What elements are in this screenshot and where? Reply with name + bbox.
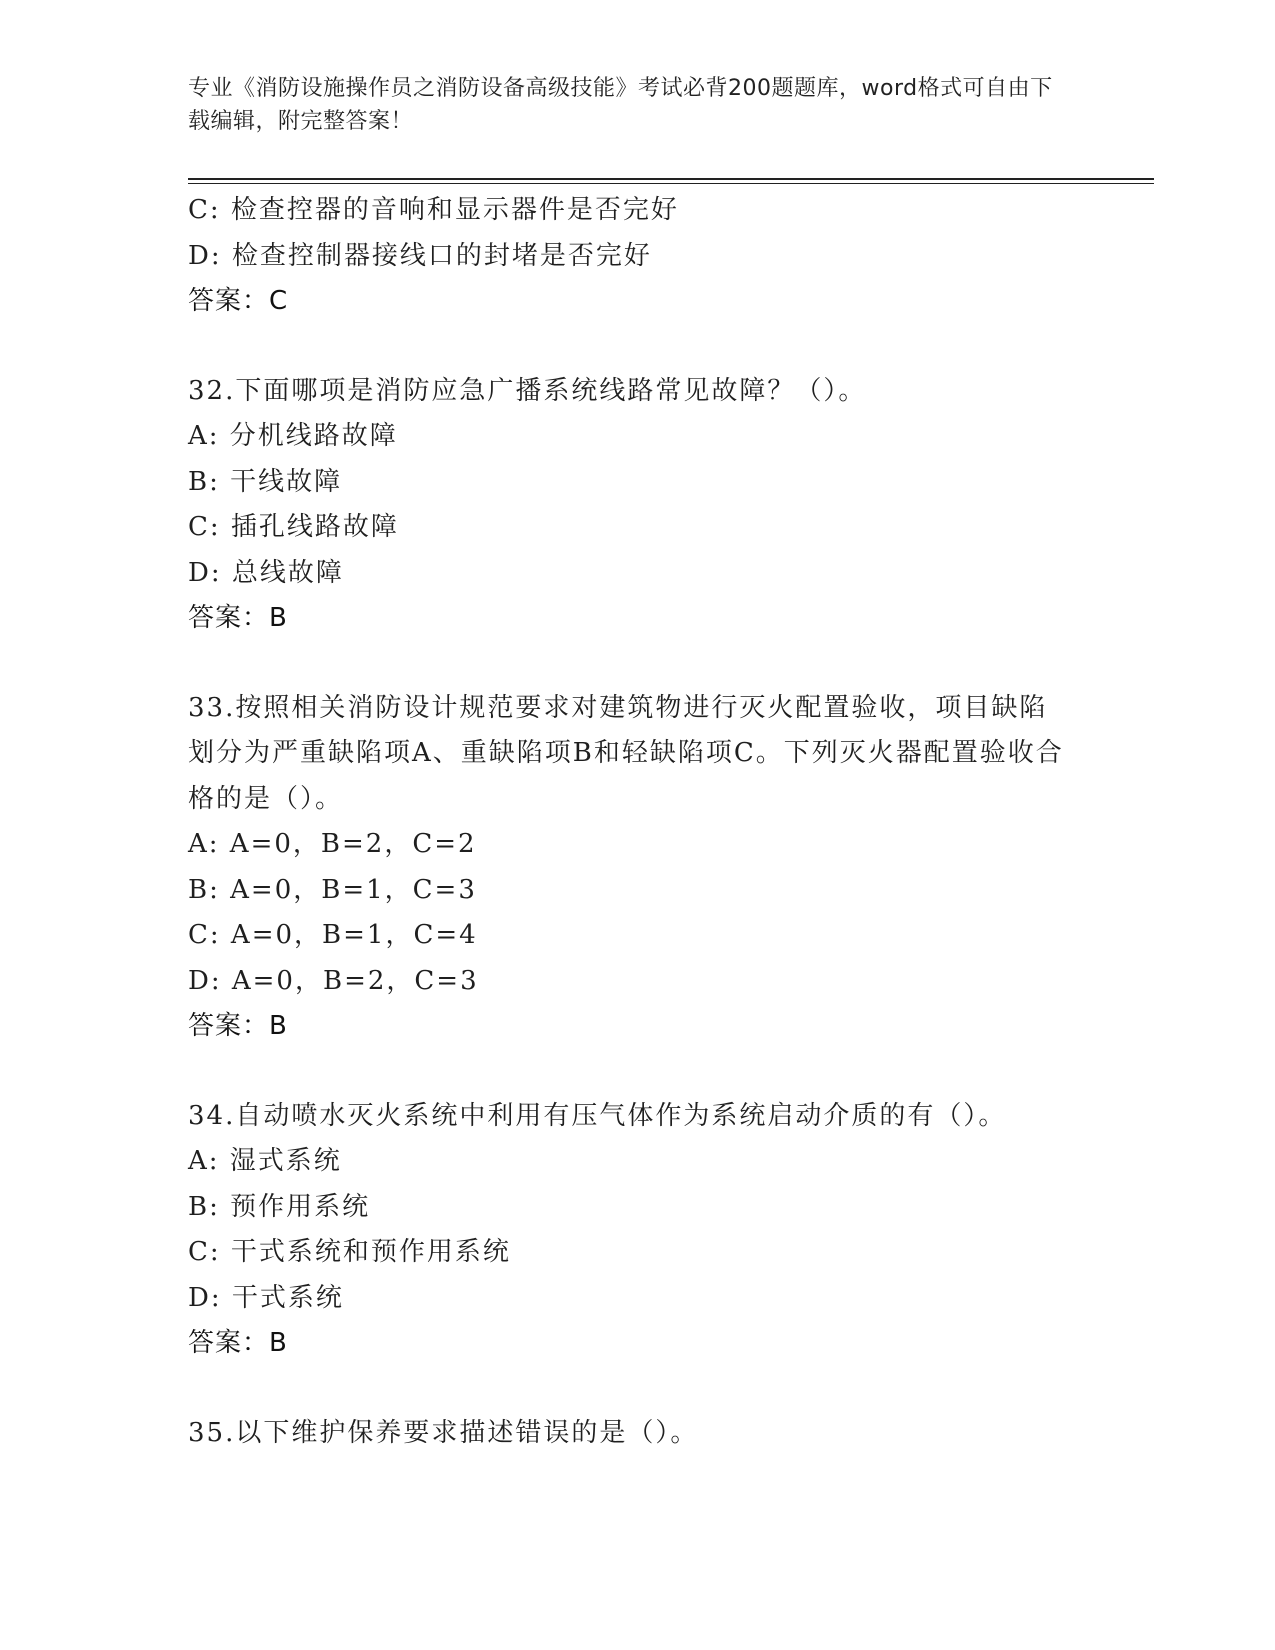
option-c: C: A=0，B=1，C=4 <box>188 920 478 950</box>
question-35 <box>188 1411 1088 1457</box>
option-d: D: 总线故障 <box>188 557 344 588</box>
option-c: C: 插孔线路故障 <box>188 512 399 542</box>
option-a: A: 分机线路故障 <box>188 421 398 451</box>
document-content <box>188 188 1088 1456</box>
option-d: D: 干式系统 <box>188 1282 344 1313</box>
continued-question <box>188 188 1088 325</box>
option-b: B: A=0，B=1，C=3 <box>188 874 477 905</box>
option-a: A: A=0，B=2，C=2 <box>188 829 477 859</box>
option-b: B: 预作用系统 <box>188 1191 371 1222</box>
option-b: B: 干线故障 <box>188 466 343 497</box>
answer-line: 答案：C <box>188 286 289 316</box>
answer-line: 答案：B <box>188 1011 288 1041</box>
question-34 <box>188 1094 1088 1367</box>
option-d: D: A=0，B=2，C=3 <box>188 965 479 996</box>
answer-line: 答案：B <box>188 603 288 633</box>
answer-line: 答案：B <box>188 1328 288 1358</box>
question-32 <box>188 369 1088 642</box>
question-text: 33.按照相关消防设计规范要求对建筑物进行灭火配置验收，项目缺陷划分为严重缺陷项A、重缺陷项B和轻缺陷项C。下列灭火器配置验收合格的是（）。 <box>188 692 1064 814</box>
question-text: 32.下面哪项是消防应急广播系统线路常见故障？（）。 <box>188 375 867 406</box>
question-text: 35.以下维护保养要求描述错误的是（）。 <box>188 1417 699 1448</box>
option-c: C: 检查控器的音响和显示器件是否完好 <box>188 195 679 225</box>
question-text: 34.自动喷水灭火系统中利用有压气体作为系统启动介质的有（）。 <box>188 1100 1007 1131</box>
option-d: D: 检查控制器接线口的封堵是否完好 <box>188 240 652 271</box>
option-a: A: 湿式系统 <box>188 1146 342 1176</box>
option-c: C: 干式系统和预作用系统 <box>188 1237 511 1267</box>
header-divider-thick <box>188 178 1154 180</box>
page-header: 专业《消防设施操作员之消防设备高级技能》考试必背200题题库，word格式可自由下载编辑，附完整答案！ <box>188 76 1053 134</box>
question-33 <box>188 686 1088 1050</box>
header-divider-thin <box>188 183 1154 184</box>
